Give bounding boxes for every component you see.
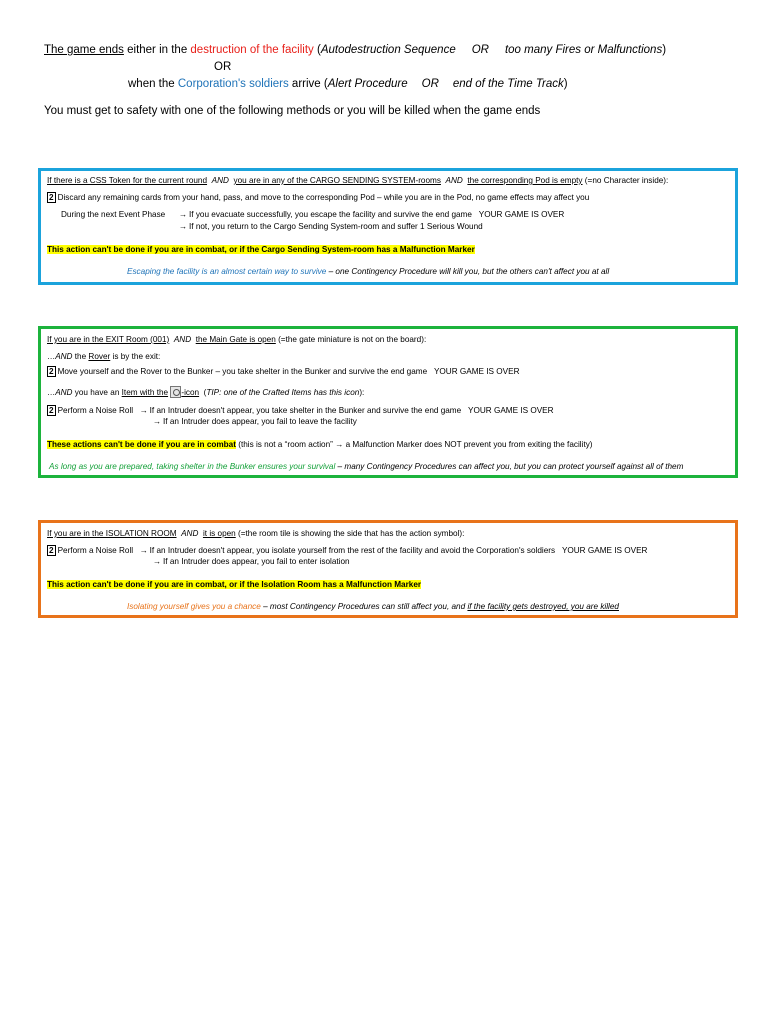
autodestruction-text: Autodestruction Sequence xyxy=(320,44,456,56)
isolation-room-box xyxy=(38,520,738,618)
rover-item-icon xyxy=(170,386,181,398)
isolation-condition xyxy=(47,529,464,538)
text-span: If there is a CSS Token for the current round xyxy=(47,176,208,185)
text-span: it is open xyxy=(202,529,236,538)
rover-step xyxy=(47,366,519,377)
game-ends-label: The game ends xyxy=(44,44,124,56)
text-span: either in the xyxy=(123,44,191,56)
game-end-line-1 xyxy=(44,44,666,56)
text-span: if the facility gets destroyed, you are killed xyxy=(467,602,619,611)
and-text: AND xyxy=(173,335,192,344)
text-span: Perform a Noise Roll xyxy=(57,546,134,555)
text-span: -icon xyxy=(181,388,200,397)
game-over-label: YOUR GAME IS OVER xyxy=(561,546,648,555)
text-span: you have an xyxy=(72,388,122,397)
text-span: (=the gate miniature is not on the board): xyxy=(275,335,427,344)
destruction-label: destruction of the facility xyxy=(190,44,314,56)
text-span: (this is not a “room action” → a Malfunction Marker does NOT prevent you from exiting the facility) xyxy=(235,440,593,449)
exit-noise-result-1 xyxy=(47,405,554,416)
and-text: AND xyxy=(55,352,73,361)
cargo-step xyxy=(47,192,589,203)
text-span: This action can't be done if you are in combat, or if the Isolation Room has a Malfunction Marker xyxy=(47,580,422,589)
cargo-condition xyxy=(47,176,668,185)
arrow-icon: → xyxy=(152,557,162,566)
arrow-icon: → xyxy=(139,406,148,415)
or-text: OR xyxy=(471,44,489,56)
text-span: ) xyxy=(563,78,568,90)
isolation-note xyxy=(127,602,619,611)
cargo-note xyxy=(127,267,609,276)
rover-condition xyxy=(47,352,160,361)
game-end-line-2 xyxy=(128,78,568,90)
arrow-icon: → xyxy=(139,546,148,555)
isolation-result-2 xyxy=(151,557,350,566)
text-span: Isolating yourself gives you a chance xyxy=(127,602,261,611)
text-span: … xyxy=(47,352,56,361)
text-span: Rover xyxy=(88,352,111,361)
text-span: … xyxy=(47,388,56,397)
item-condition: …AND you have an Item with the -icon (TIP: one of the Crafted Items has this icon): xyxy=(47,388,365,397)
text-span: If an Intruder doesn't appear, you take shelter in the Bunker and survive the end game xyxy=(149,406,462,415)
cargo-result-2 xyxy=(177,222,483,231)
text-span: – many Contingency Procedures can affect you, but you can protect yourself against all of them xyxy=(335,462,684,471)
exit-noise-result-2 xyxy=(151,417,357,426)
text-span: you are in any of the CARGO SENDING SYSTEM-rooms xyxy=(233,176,441,185)
action-cost-badge: 2 xyxy=(49,406,54,415)
cargo-sending-box xyxy=(38,168,738,285)
text-span: Discard any remaining cards from your hand, pass, and move to the corresponding Pod – while you are in the Pod, no game effects may affect you xyxy=(57,193,590,202)
exit-warning xyxy=(47,440,593,449)
and-text: AND xyxy=(55,388,73,397)
arrow-icon: → xyxy=(178,210,188,219)
text-span: If an Intruder does appear, you fail to enter isolation xyxy=(163,557,350,566)
game-over-label: YOUR GAME IS OVER xyxy=(478,210,565,219)
fires-text: too many Fires or Malfunctions xyxy=(504,44,663,56)
action-cost-badge: 2 xyxy=(49,367,54,376)
text-span: (=no Character inside): xyxy=(582,176,669,185)
text-span: ) xyxy=(662,44,667,56)
text-span: If you are in the EXIT Room (001) xyxy=(47,335,170,344)
isolation-warning xyxy=(47,580,421,589)
text-span: Move yourself and the Rover to the Bunker – you take shelter in the Bunker and survive the end game xyxy=(57,367,428,376)
action-cost-badge: 2 xyxy=(49,193,54,202)
text-span: If not, you return to the Cargo Sending System-room and suffer 1 Serious Wound xyxy=(189,222,483,231)
and-text: AND xyxy=(181,529,199,538)
text-span: the xyxy=(72,352,89,361)
cargo-result-1 xyxy=(177,210,564,219)
text-span: If you are in the ISOLATION ROOM xyxy=(47,529,177,538)
and-text: AND xyxy=(445,176,463,185)
text-span: This action can't be done if you are in combat, or if the Cargo Sending System-room has a Malfunction Marker xyxy=(47,245,475,254)
cargo-warning xyxy=(47,245,475,254)
time-track-text: end of the Time Track xyxy=(452,78,564,90)
safety-instruction: You must get to safety with one of the following methods or you will be killed when the game ends xyxy=(44,105,541,117)
text-span: If you evacuate successfully, you escape the facility and survive the end game xyxy=(189,210,472,219)
text-span: Item with the xyxy=(121,388,169,397)
exit-condition xyxy=(47,335,426,344)
text-span: – most Contingency Procedures can still affect you, and xyxy=(260,602,468,611)
text-span: the Main Gate is open xyxy=(195,335,276,344)
text-span: (=the room tile is showing the side that has the action symbol): xyxy=(235,529,465,538)
and-text: AND xyxy=(211,176,229,185)
text-span: If an Intruder doesn't appear, you isolate yourself from the rest of the facility and avoid the Corporation's soldiers xyxy=(149,546,556,555)
or-text: OR xyxy=(421,78,439,90)
arrow-icon: → xyxy=(178,222,188,231)
cargo-phase-label: During the next Event Phase xyxy=(61,210,166,219)
text-span: If an Intruder does appear, you fail to leave the facility xyxy=(163,417,357,426)
exit-room-box xyxy=(38,326,738,478)
or-separator: OR xyxy=(214,61,232,73)
text-span: TIP: one of the Crafted Items has this icon xyxy=(206,388,360,397)
text-span: is by the exit: xyxy=(110,352,161,361)
action-cost-badge: 2 xyxy=(49,546,54,555)
alert-text: Alert Procedure xyxy=(327,78,408,90)
text-span: ( xyxy=(313,44,321,56)
text-span: Perform a Noise Roll xyxy=(57,406,134,415)
text-span: As long as you are prepared, taking shelter in the Bunker ensures your survival xyxy=(49,462,336,471)
game-over-label: YOUR GAME IS OVER xyxy=(468,406,554,415)
text-span: ): xyxy=(359,388,365,397)
text-span: the corresponding Pod is empty xyxy=(467,176,583,185)
soldiers-label: Corporation's soldiers xyxy=(177,78,289,90)
text-span: – one Contingency Procedure will kill you, but the others can't affect you at all xyxy=(326,267,610,276)
game-over-label: YOUR GAME IS OVER xyxy=(433,367,520,376)
text-span: Escaping the facility is an almost certain way to survive xyxy=(127,267,327,276)
exit-note xyxy=(49,462,683,471)
isolation-result-1 xyxy=(47,545,647,556)
text-span: These actions can't be done if you are in combat xyxy=(47,440,236,449)
arrow-icon: → xyxy=(152,417,162,426)
text-span: when the xyxy=(128,78,178,90)
text-span: arrive ( xyxy=(288,78,328,90)
